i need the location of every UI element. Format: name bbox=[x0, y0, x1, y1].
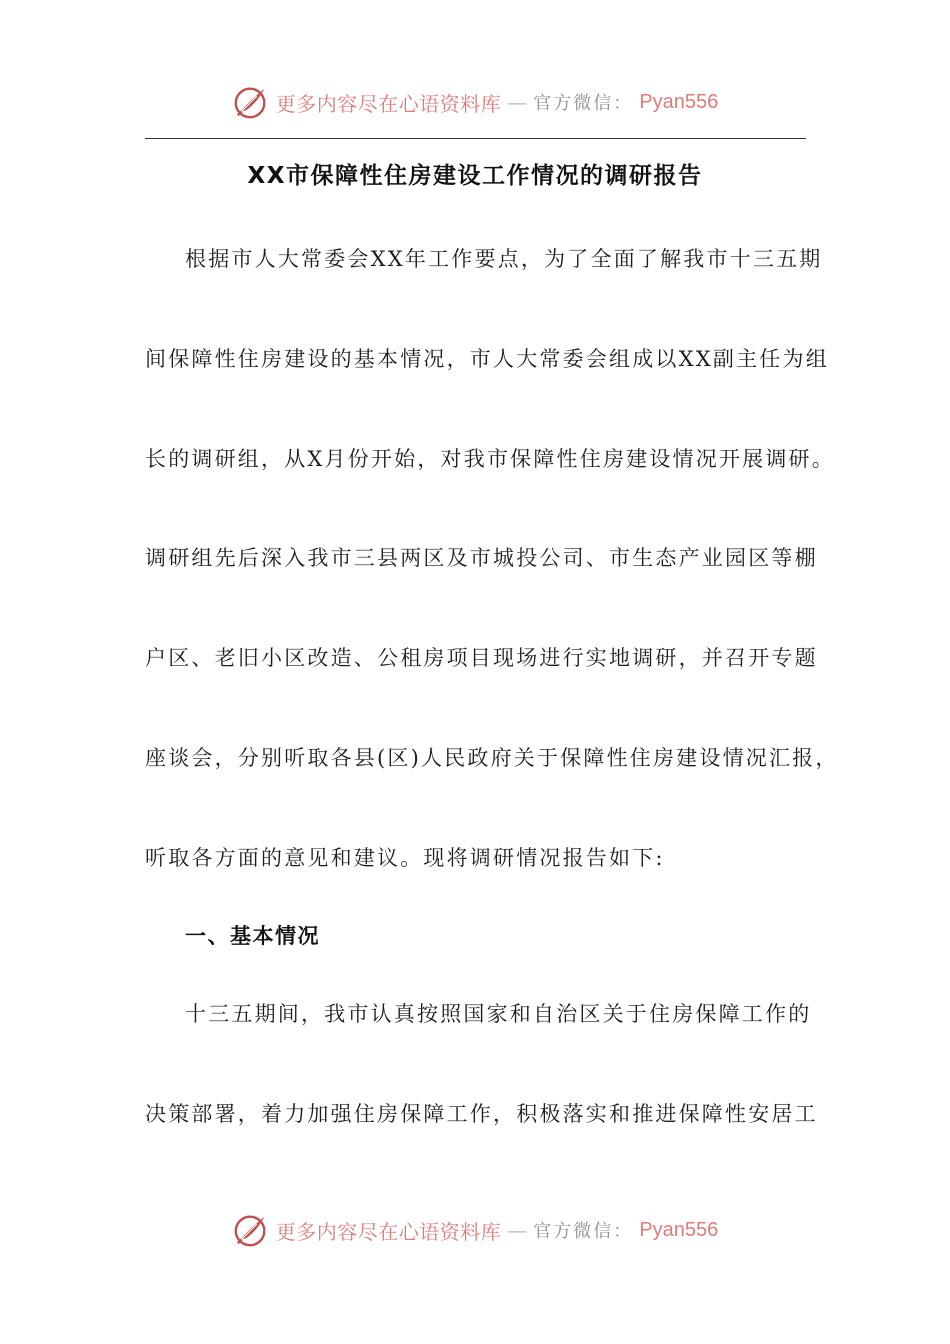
banner-text: 更多内容尽在心语资料库 bbox=[275, 1219, 502, 1244]
quill-logo-icon bbox=[232, 1211, 270, 1249]
header-banner bbox=[0, 80, 950, 124]
header-divider bbox=[145, 138, 806, 139]
document-title: XX市保障性住房建设工作情况的调研报告 bbox=[247, 163, 703, 189]
banner-separator: — bbox=[507, 90, 528, 114]
banner-wechat-id: Pyan556 bbox=[639, 90, 719, 113]
paragraph-line: 根据市人大常委会XX年工作要点，为了全面了解我市十三五期 bbox=[185, 247, 823, 271]
section-heading: 一、基本情况 bbox=[185, 924, 320, 948]
banner-text: 更多内容尽在心语资料库 bbox=[275, 91, 502, 116]
banner-wechat-label: 官方微信： bbox=[533, 1221, 634, 1242]
paragraph-line: 调研组先后深入我市三县两区及市城投公司、市生态产业园区等棚 bbox=[145, 546, 818, 570]
paragraph-line: 长的调研组，从X月份开始，对我市保障性住房建设情况开展调研。 bbox=[145, 447, 835, 471]
banner-separator: — bbox=[507, 1218, 528, 1242]
quill-logo-icon bbox=[232, 83, 270, 121]
paragraph-line: 十三五期间，我市认真按照国家和自治区关于住房保障工作的 bbox=[185, 1002, 812, 1026]
paragraph-line: 户区、老旧小区改造、公租房项目现场进行实地调研，并召开专题 bbox=[145, 646, 818, 670]
banner-wechat-id: Pyan556 bbox=[639, 1218, 719, 1241]
paragraph-line: 间保障性住房建设的基本情况，市人大常委会组成以XX副主任为组 bbox=[145, 347, 829, 371]
banner-wechat-label: 官方微信： bbox=[533, 93, 634, 114]
paragraph-line: 听取各方面的意见和建议。现将调研情况报告如下: bbox=[145, 846, 665, 870]
paragraph-line: 座谈会，分别听取各县(区)人民政府关于保障性住房建设情况汇报， bbox=[145, 746, 839, 770]
footer-banner bbox=[0, 1208, 950, 1252]
paragraph-line: 决策部署，着力加强住房保障工作，积极落实和推进保障性安居工 bbox=[145, 1102, 818, 1126]
